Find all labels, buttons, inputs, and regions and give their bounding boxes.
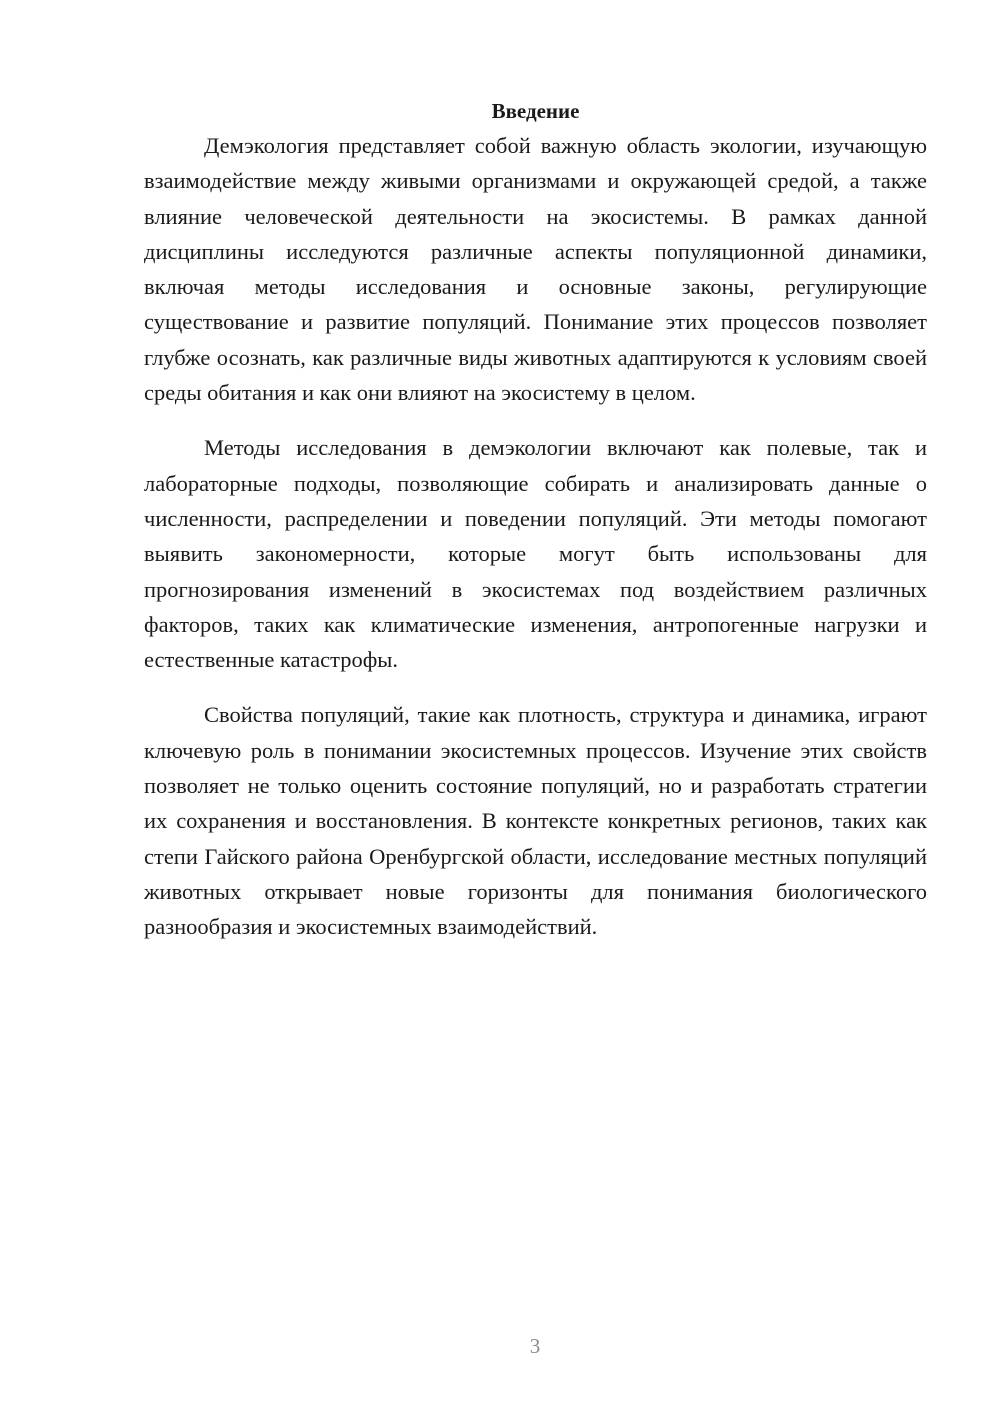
- paragraph-1: Демэкология представляет собой важную область экологии, изучающую взаимодействие между живыми организмами и окружающей средой, а также влияние человеческой деятельности на экосистемы. В рамках данной дисциплины исследуются различные аспекты популяционной динамики, включая методы исследования и основные законы, регулирующие существование и развитие популяций. Понимание этих процессов позволяет глубже осознать, как различные виды животных адаптируются к условиям своей среды обитания и как они влияют на экосистему в целом.: [144, 133, 927, 406]
- page-number: 3: [529, 1334, 541, 1358]
- page-content: [144, 96, 927, 965]
- section-title: Введение: [491, 99, 580, 123]
- paragraph-2: Методы исследования в демэкологии включают как полевые, так и лабораторные подходы, позволяющие собирать и анализировать данные о численности, распределении и поведении популяций. Эти методы помогают выявить закономерности, которые могут быть использованы для прогнозирования изменений в экосистемах под воздействием различных факторов, таких как климатические изменения, антропогенные нагрузки и естественные катастрофы.: [144, 435, 927, 673]
- paragraph-3: Свойства популяций, такие как плотность, структура и динамика, играют ключевую роль в понимании экосистемных процессов. Изучение этих свойств позволяет не только оценить состояние популяций, но и разработать стратегии их сохранения и восстановления. В контексте конкретных регионов, таких как степи Гайского района Оренбургской области, исследование местных популяций животных открывает новые горизонты для понимания биологического разнообразия и экосистемных взаимодействий.: [144, 702, 927, 940]
